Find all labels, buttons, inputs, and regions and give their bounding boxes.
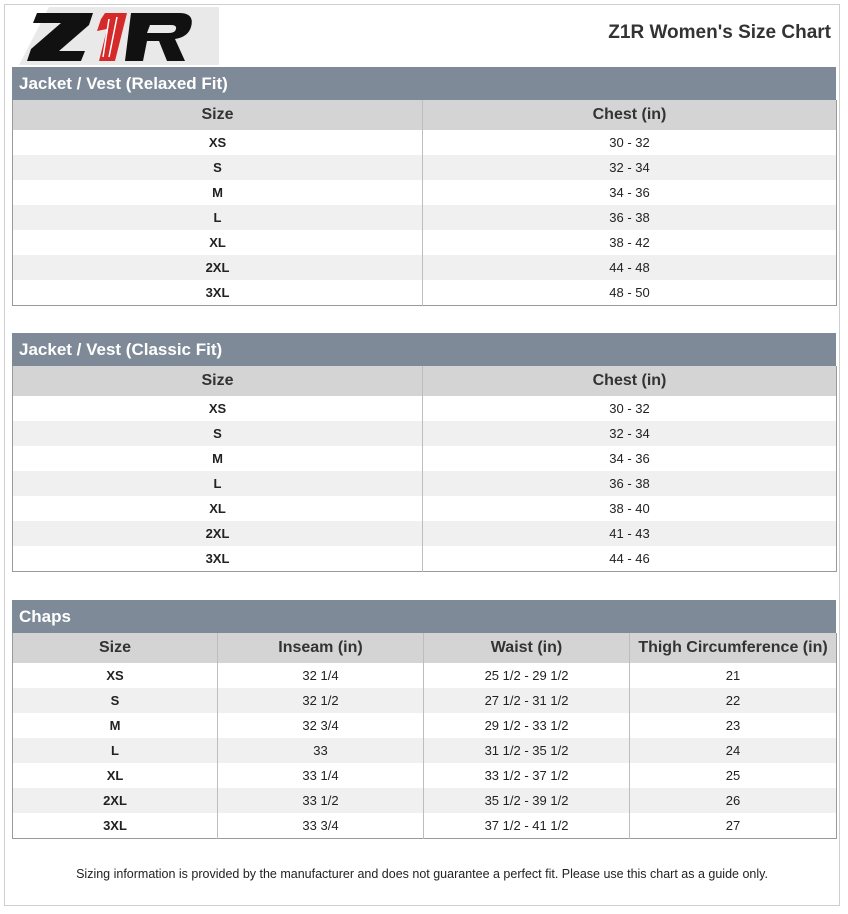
thigh-cell: 25: [630, 763, 837, 788]
table-row: [13, 713, 837, 738]
chest-cell: 32 - 34: [423, 155, 837, 180]
table-row: [13, 180, 837, 205]
chest-cell: 36 - 38: [423, 471, 837, 496]
chest-cell: 32 - 34: [423, 421, 837, 446]
inseam-cell: 33 1/2: [218, 788, 424, 813]
inseam-cell: 33 3/4: [218, 813, 424, 839]
inseam-cell: 32 1/2: [218, 688, 424, 713]
size-cell: S: [13, 421, 423, 446]
disclaimer: Sizing information is provided by the manufacturer and does not guarantee a perfect fit. Please use this chart as a guide only.: [76, 867, 768, 881]
table-row: [13, 446, 837, 471]
size-table: [12, 633, 837, 839]
table-row: [13, 496, 837, 521]
chest-cell: 30 - 32: [423, 396, 837, 421]
chest-cell: 38 - 40: [423, 496, 837, 521]
chest-cell: 30 - 32: [423, 130, 837, 155]
size-cell: L: [13, 738, 218, 763]
table-row: [13, 255, 837, 280]
column-header: Size: [13, 100, 423, 130]
page-title: Z1R Women's Size Chart: [608, 22, 831, 43]
table-header-row: [13, 366, 837, 396]
table-row: [13, 763, 837, 788]
size-cell: S: [13, 688, 218, 713]
chest-cell: 44 - 46: [423, 546, 837, 572]
size-cell: XL: [209, 501, 226, 516]
waist-cell: 35 1/2 - 39 1/2: [424, 788, 630, 813]
chest-cell: 36 - 38: [423, 205, 837, 230]
waist-cell: 29 1/2 - 33 1/2: [424, 713, 630, 738]
section-title: Jacket / Vest (Classic Fit): [12, 333, 836, 366]
size-cell: 3XL: [205, 285, 230, 300]
size-cell: XS: [106, 668, 124, 683]
table-row: [13, 396, 837, 421]
size-cell: M: [109, 718, 121, 733]
section-jacket-relaxed: [12, 67, 836, 306]
size-cell: L: [13, 471, 423, 496]
table-row: [13, 546, 837, 572]
table-row: [13, 155, 837, 180]
size-cell: 2XL: [13, 521, 423, 546]
inseam-cell: 33 1/4: [218, 763, 424, 788]
chest-cell: 41 - 43: [423, 521, 837, 546]
size-cell: M: [212, 185, 223, 200]
chest-cell: 44 - 48: [423, 255, 837, 280]
size-chart-frame: [4, 4, 840, 906]
section-chaps: [12, 600, 836, 839]
inseam-cell: 33: [218, 738, 424, 763]
table-row: [13, 663, 837, 688]
table-row: [13, 205, 837, 230]
size-cell: XS: [208, 401, 227, 416]
table-row: [13, 813, 837, 839]
thigh-cell: 23: [630, 713, 837, 738]
size-cell: 2XL: [13, 788, 218, 813]
z1r-logo: [19, 7, 219, 65]
table-row: [13, 130, 837, 155]
section-title: Jacket / Vest (Relaxed Fit): [12, 67, 836, 100]
inseam-cell: 32 3/4: [218, 713, 424, 738]
table-row: [13, 471, 837, 496]
table-row: [13, 280, 837, 306]
size-cell: M: [212, 451, 223, 466]
chest-cell: 34 - 36: [423, 446, 837, 471]
table-row: [13, 788, 837, 813]
table-row: [13, 521, 837, 546]
chest-cell: 48 - 50: [423, 280, 837, 306]
waist-cell: 25 1/2 - 29 1/2: [424, 663, 630, 688]
waist-cell: 37 1/2 - 41 1/2: [424, 813, 630, 839]
chest-cell: 34 - 36: [423, 180, 837, 205]
section-jacket-classic: [12, 333, 836, 572]
size-table: [12, 366, 837, 572]
table-row: [13, 230, 837, 255]
column-header: Size: [13, 366, 423, 396]
table-row: [13, 421, 837, 446]
table-header-row: [13, 633, 837, 663]
thigh-cell: 24: [630, 738, 837, 763]
thigh-cell: 21: [630, 663, 837, 688]
section-title: Chaps: [12, 600, 836, 633]
size-cell: XS: [208, 135, 227, 150]
size-cell: 3XL: [205, 551, 230, 566]
waist-cell: 33 1/2 - 37 1/2: [424, 763, 630, 788]
table-row: [13, 688, 837, 713]
inseam-cell: 32 1/4: [218, 663, 424, 688]
column-header: Chest (in): [423, 366, 837, 396]
column-header: Waist (in): [424, 633, 630, 663]
size-cell: XL: [209, 235, 226, 250]
thigh-cell: 26: [630, 788, 837, 813]
table-row: [13, 738, 837, 763]
size-cell: S: [13, 155, 423, 180]
thigh-cell: 27: [630, 813, 837, 839]
size-cell: 3XL: [103, 818, 127, 833]
size-cell: XL: [106, 768, 124, 783]
column-header: Thigh Circumference (in): [630, 633, 837, 663]
column-header: Chest (in): [423, 100, 837, 130]
column-header: Inseam (in): [218, 633, 424, 663]
waist-cell: 27 1/2 - 31 1/2: [424, 688, 630, 713]
thigh-cell: 22: [630, 688, 837, 713]
column-header: Size: [13, 633, 218, 663]
table-header-row: [13, 100, 837, 130]
header: [5, 5, 839, 65]
size-table: [12, 100, 837, 306]
waist-cell: 31 1/2 - 35 1/2: [424, 738, 630, 763]
size-cell: 2XL: [13, 255, 423, 280]
chest-cell: 38 - 42: [423, 230, 837, 255]
size-cell: L: [13, 205, 423, 230]
